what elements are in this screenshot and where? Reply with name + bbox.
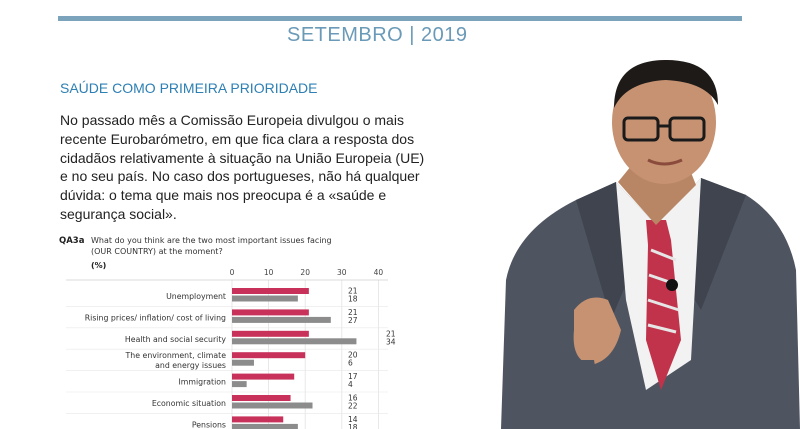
chart-canvas xyxy=(58,232,403,429)
value-label-series1: 14 xyxy=(348,414,358,424)
issue-date: SETEMBRO | 2019 xyxy=(287,24,468,46)
bar-series1 xyxy=(232,416,283,422)
value-label-series2: 18 xyxy=(348,422,358,429)
article-body: No passado mês a Comissão Europeia divulgou o mais recente Eurobarómetro, em que fica clara a resposta dos cidadãos relativamente à situação na União Europeia (UE) e no seu país. No caso dos portugueses, não há qualquer dúvida: o tema que mais nos preocupa é a «saúde e segurança social». xyxy=(60,112,425,222)
bar-series2 xyxy=(232,296,298,302)
section-title: SAÚDE COMO PRIMEIRA PRIORIDADE xyxy=(60,80,318,96)
eurobarometer-chart xyxy=(58,232,403,429)
bar-series2 xyxy=(232,338,356,344)
category-label: Health and social security xyxy=(124,334,226,344)
category-label: Immigration xyxy=(178,377,226,387)
value-label-series2: 6 xyxy=(348,358,353,368)
bar-series2 xyxy=(232,424,298,429)
bar-series1 xyxy=(232,331,309,337)
value-label-series1: 21 xyxy=(348,307,358,317)
category-label: and energy issues xyxy=(155,361,226,371)
chart-title-line: (OUR COUNTRY) at the moment? xyxy=(91,247,223,256)
x-tick-label: 30 xyxy=(337,268,347,277)
value-label-series2: 4 xyxy=(348,380,353,390)
bar-series1 xyxy=(232,288,309,294)
header-rule xyxy=(58,16,742,21)
bar-series2 xyxy=(232,403,313,409)
bar-series2 xyxy=(232,360,254,366)
chart-unit: (%) xyxy=(91,261,107,270)
chart-title-line: What do you think are the two most important issues facing xyxy=(91,236,332,245)
x-tick-label: 40 xyxy=(373,268,384,277)
value-label-series1: 21 xyxy=(386,329,396,339)
x-tick-label: 20 xyxy=(300,268,310,277)
chart-code: QA3a xyxy=(59,236,85,246)
bar-series1 xyxy=(232,395,291,401)
bar-series2 xyxy=(232,381,247,387)
bar-series2 xyxy=(232,317,331,323)
bar-series1 xyxy=(232,352,305,358)
value-label-series1: 17 xyxy=(348,372,358,382)
x-tick-label: 10 xyxy=(263,268,274,277)
bar-series1 xyxy=(232,374,294,380)
value-label-series2: 34 xyxy=(386,337,396,347)
value-label-series2: 22 xyxy=(348,401,358,411)
x-tick-label: 0 xyxy=(229,268,235,277)
value-label-series2: 27 xyxy=(348,315,358,325)
category-label: Economic situation xyxy=(151,399,226,408)
value-label-series1: 20 xyxy=(348,350,358,360)
category-label: Unemployment xyxy=(166,292,226,301)
value-label-series2: 18 xyxy=(348,294,358,304)
category-label: Rising prices/ inflation/ cost of living xyxy=(84,313,226,323)
category-label: Pensions xyxy=(191,420,226,429)
category-label: The environment, climate xyxy=(125,351,226,361)
value-label-series1: 21 xyxy=(348,286,358,296)
bar-series1 xyxy=(232,309,309,315)
value-label-series1: 16 xyxy=(348,393,358,403)
speaker-photo xyxy=(496,60,800,429)
